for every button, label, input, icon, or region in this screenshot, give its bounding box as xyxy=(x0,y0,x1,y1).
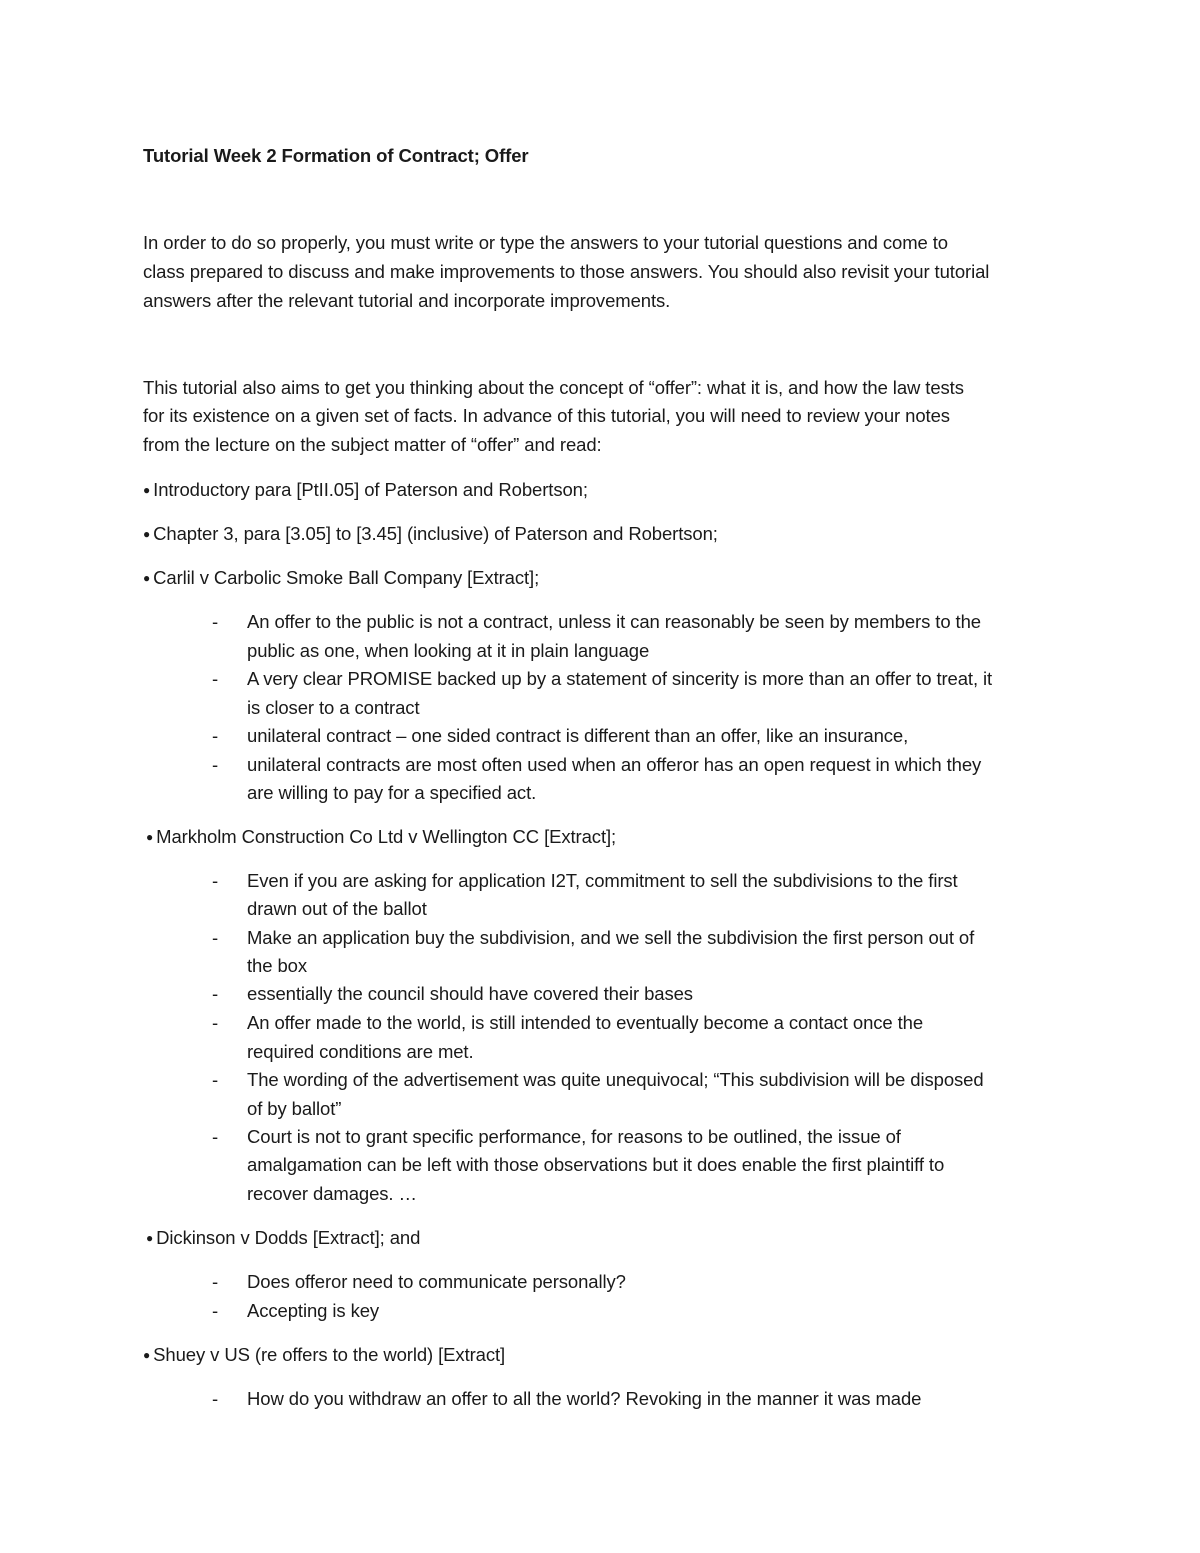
bullet-icon: ● xyxy=(146,830,154,844)
note-line: required conditions are met. xyxy=(247,1041,474,1062)
reading-item xyxy=(143,523,718,547)
aims-line: This tutorial also aims to get you thinking about the concept of “offer”: what it is, and how the law tests xyxy=(143,377,964,398)
note-line: drawn out of the ballot xyxy=(247,898,427,919)
bullet-icon: ● xyxy=(143,1348,151,1362)
note-line: unilateral contracts are most often used when an offeror has an open request in which they xyxy=(247,754,982,775)
reading-text: Dickinson v Dodds [Extract]; and xyxy=(156,1227,421,1248)
dash-icon: - xyxy=(212,927,219,948)
dash-icon: - xyxy=(212,754,219,775)
note-line: is closer to a contract xyxy=(247,697,420,718)
reading-item xyxy=(143,567,539,591)
bullet-icon: ● xyxy=(146,1231,154,1245)
reading-item xyxy=(143,1344,505,1368)
note-line: unilateral contract – one sided contract is different than an offer, like an insurance, xyxy=(247,725,909,746)
dash-icon: - xyxy=(212,983,219,1004)
intro-line: class prepared to discuss and make improvements to those answers. You should also revisit your tutorial xyxy=(143,261,990,282)
document-title: Tutorial Week 2 Formation of Contract; Offer xyxy=(143,145,529,166)
reading-text: Shuey v US (re offers to the world) [Extract] xyxy=(153,1344,506,1365)
dash-icon: - xyxy=(212,668,219,689)
note-line: essentially the council should have covered their bases xyxy=(247,983,693,1004)
bullet-icon: ● xyxy=(143,527,151,541)
intro-line: In order to do so properly, you must write or type the answers to your tutorial questions and come to xyxy=(143,232,948,253)
note-line: recover damages. … xyxy=(247,1183,417,1204)
note-line: Court is not to grant specific performance, for reasons to be outlined, the issue of xyxy=(247,1126,901,1147)
reading-item xyxy=(146,826,616,850)
bullet-icon: ● xyxy=(143,571,151,585)
dash-icon: - xyxy=(212,611,219,632)
dash-icon: - xyxy=(212,1126,219,1147)
dash-icon: - xyxy=(212,725,219,746)
note-line: Even if you are asking for application I2T, commitment to sell the subdivisions to the first xyxy=(247,870,958,891)
bullet-icon: ● xyxy=(143,483,151,497)
intro-line: answers after the relevant tutorial and incorporate improvements. xyxy=(143,290,671,311)
dash-icon: - xyxy=(212,1271,219,1292)
note-line: Does offeror need to communicate personally? xyxy=(247,1271,626,1292)
dash-icon: - xyxy=(212,1388,219,1409)
note-line: How do you withdraw an offer to all the world? Revoking in the manner it was made xyxy=(247,1388,922,1409)
note-line: An offer to the public is not a contract, unless it can reasonably be seen by members to the xyxy=(247,611,981,632)
note-line: the box xyxy=(247,955,307,976)
note-line: A very clear PROMISE backed up by a statement of sincerity is more than an offer to treat, it xyxy=(247,668,993,689)
dash-icon: - xyxy=(212,1012,219,1033)
dash-icon: - xyxy=(212,1300,219,1321)
note-line: of by ballot” xyxy=(247,1098,342,1119)
reading-item xyxy=(143,479,588,503)
note-line: amalgamation can be left with those observations but it does enable the first plaintiff to xyxy=(247,1154,945,1175)
reading-text: Chapter 3, para [3.05] to [3.45] (inclusive) of Paterson and Robertson; xyxy=(153,523,718,544)
dash-icon: - xyxy=(212,1069,219,1090)
note-line: Accepting is key xyxy=(247,1300,380,1321)
note-line: The wording of the advertisement was quite unequivocal; “This subdivision will be disposed xyxy=(247,1069,984,1090)
dash-icon: - xyxy=(212,870,219,891)
note-line: Make an application buy the subdivision, and we sell the subdivision the first person out of xyxy=(247,927,975,948)
reading-text: Introductory para [PtII.05] of Paterson and Robertson; xyxy=(153,479,588,500)
note-line: An offer made to the world, is still intended to eventually become a contact once the xyxy=(247,1012,924,1033)
aims-line: for its existence on a given set of facts. In advance of this tutorial, you will need to review your notes xyxy=(143,405,950,426)
aims-line: from the lecture on the subject matter of “offer” and read: xyxy=(143,434,602,455)
note-line: public as one, when looking at it in plain language xyxy=(247,640,650,661)
reading-item xyxy=(146,1227,420,1251)
reading-text: Markholm Construction Co Ltd v Wellington CC [Extract]; xyxy=(156,826,617,847)
note-line: are willing to pay for a specified act. xyxy=(247,782,537,803)
reading-text: Carlil v Carbolic Smoke Ball Company [Extract]; xyxy=(153,567,540,588)
